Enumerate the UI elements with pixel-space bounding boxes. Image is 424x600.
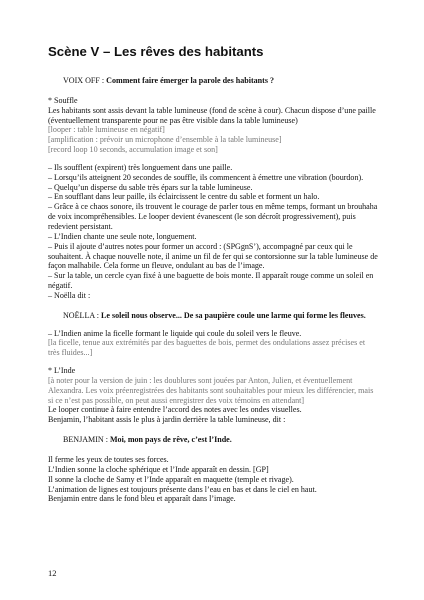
document-body [48, 76, 378, 504]
action-line: – Lorsqu’ils atteignent 20 secondes de souffle, ils commencent à émettre une vibration (bourdon). [48, 172, 364, 182]
speaker-name: NOËLLA : [63, 310, 101, 320]
souffle-heading: * Souffle [48, 95, 78, 105]
action-line: – En soufflant dans leur paille, ils éclaircissent le centre du sable et forment un halo. [48, 192, 320, 202]
action-line: Benjamin, l’habitant assis le plus à jardin derrière la table lumineuse, dit : [48, 415, 286, 425]
action-line: – Grâce à ce chaos sonore, ils trouvent le courage de parler tous en même temps, formant un brouhaha de voix incompréhensibles. Le looper devient évanescent (le son décroît progressivement), puis redevient persistant. [48, 202, 378, 231]
action-line: – Puis il ajoute d’autres notes pour former un accord : (SPGgnS’), accompagné par ceux qui le souhaitent. À chaque nouvelle note, il anime un fil de fer qui se contorsionne sur la table lumineuse de façon malhabile. Cela forme un fleuve, ondulant au bas de l’image. [48, 241, 378, 271]
action-line: – Quelqu’un disperse du sable très épars sur la table lumineuse. [48, 182, 253, 192]
speaker-name: BENJAMIN : [63, 435, 110, 445]
voix-off-line [48, 76, 378, 86]
action-line: L’Indien sonne la cloche sphérique et l’Inde apparaît en dessin. [GP] [48, 464, 269, 474]
action-line: Il ferme les yeux de toutes ses forces. [48, 455, 169, 464]
action-line: – Sur la table, un cercle cyan fixé à une baguette de bois monte. Il apparaît rouge comme un soleil en négatif. [48, 271, 374, 291]
action-line: – L’Indien anime la ficelle formant le liquide qui coule du soleil vers le fleuve. [48, 328, 302, 338]
action-line: Benjamin entre dans le fond bleu et apparaît dans l’image. [48, 494, 236, 504]
action-line: Le looper continue à faire entendre l’accord des notes avec les ondes visuelles. [48, 405, 302, 415]
action-line: Il sonne la cloche de Samy et l’Inde apparaît en maquette (temple et rivage). [48, 474, 294, 484]
spoken-text: Le soleil nous observe... De sa paupière coule une larme qui forme les fleuves. [101, 310, 366, 320]
noella-line [48, 311, 378, 321]
stage-note: [amplification : prévoir un microphone d’ensemble à la table lumineuse] [48, 135, 282, 145]
spoken-text: Moi, mon pays de rêve, c’est l’Inde. [109, 435, 232, 445]
speaker-name: VOIX OFF : [63, 76, 107, 85]
stage-note: [la ficelle, tenue aux extrémités par des baguettes de bois, permet des ondulations assez précises et très fluides...] [48, 338, 366, 358]
scene-title: Scène V – Les rêves des habitants [48, 44, 264, 59]
action-line: – L’Indien chante une seule note, longuement. [48, 231, 197, 241]
action-line: – Ils soufflent (expirent) très longuement dans une paille. [48, 162, 233, 172]
stage-note: [à noter pour la version de juin : les doublures sont jouées par Anton, Julien, et éventuellement Alexandra. Les voix préenregistrées des habitants sont souhaitables pour mieux les différencier, mais si ce n’est pas possible, on peut aussi enregistrer des voix témoins en attendant] [48, 375, 374, 405]
action-line: L’animation de lignes est toujours présente dans l’eau en bas et dans le ciel en haut. [48, 484, 317, 494]
spoken-text: Comment faire émerger la parole des habitants ? [106, 76, 274, 85]
stage-note: [looper : table lumineuse en négatif] [48, 125, 165, 135]
souffle-description: Les habitants sont assis devant la table lumineuse (fond de scène à cour). Chacun dispose d’une paille (éventuellement transparente pour ne pas être visible dans la table lumineuse) [48, 105, 376, 125]
page-number: 12 [48, 568, 57, 578]
action-line: – Noëlla dit : [48, 290, 91, 300]
stage-note: [record loop 10 seconds, accumulation image et son] [48, 145, 218, 155]
inde-heading: * L’Inde [48, 366, 76, 376]
benjamin-line [48, 435, 378, 445]
